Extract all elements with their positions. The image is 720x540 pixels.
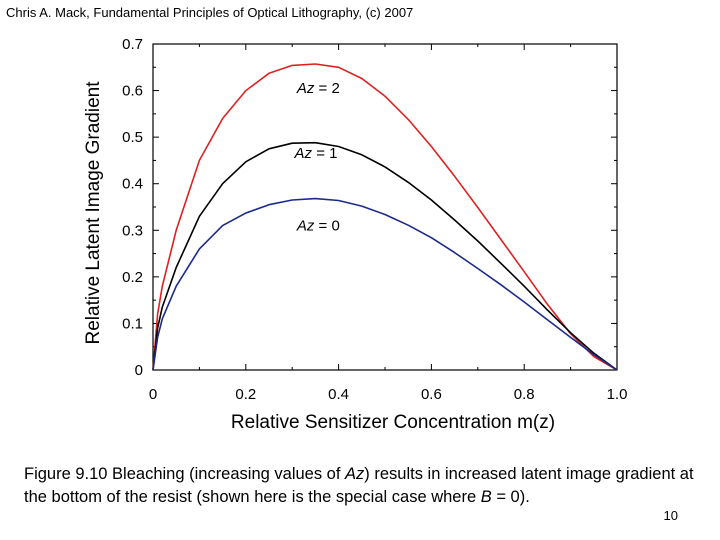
series-line (153, 143, 617, 370)
series-line (153, 64, 617, 370)
series-label-var: Az (296, 217, 315, 235)
series-label-value: = 0 (314, 217, 340, 235)
x-axis-title: Relative Sensitizer Concentration m(z) (230, 412, 556, 433)
y-axis-title: Relative Latent Image Gradient (83, 81, 104, 345)
x-tick-label: 1.0 (606, 386, 628, 403)
x-tick-label: 0.4 (328, 386, 350, 403)
header-citation: Chris A. Mack, Fundamental Principles of Optical Lithography, (c) 2007 (6, 5, 414, 20)
caption-suffix: = 0). (491, 488, 530, 506)
series-label-var: Az (294, 145, 313, 163)
series-label-var: Az (296, 79, 315, 97)
x-tick-label: 0.8 (513, 386, 535, 403)
y-tick-label: 0.7 (122, 36, 143, 53)
caption-az: Az (345, 465, 365, 483)
series-label (296, 80, 340, 97)
x-tick-label: 0 (148, 386, 158, 403)
y-tick-label: 0 (134, 362, 143, 379)
caption-middle: ) results in increased latent image gradient at the bottom of the resist (shown here is the special case where (24, 465, 694, 506)
series-label (296, 217, 340, 234)
y-tick-label: 0.4 (122, 175, 143, 193)
caption-b: B (480, 488, 492, 506)
series-label-value: = 1 (312, 145, 338, 163)
y-tick-label: 0.3 (122, 222, 143, 240)
x-tick-label: 0.2 (235, 386, 257, 403)
series-label (294, 145, 338, 162)
y-tick-label: 0.5 (122, 129, 143, 147)
series-line (153, 199, 617, 370)
y-tick-label: 0.2 (122, 268, 143, 286)
y-tick-label: 0.1 (122, 315, 143, 333)
series-label-value: = 2 (314, 79, 340, 97)
page-number: 10 (663, 508, 678, 523)
plot-frame (153, 44, 617, 370)
y-tick-label: 0.6 (122, 82, 143, 100)
caption-prefix: Figure 9.10 Bleaching (increasing values of (24, 465, 346, 483)
figure-caption (24, 463, 704, 509)
x-tick-label: 0.6 (420, 386, 442, 403)
